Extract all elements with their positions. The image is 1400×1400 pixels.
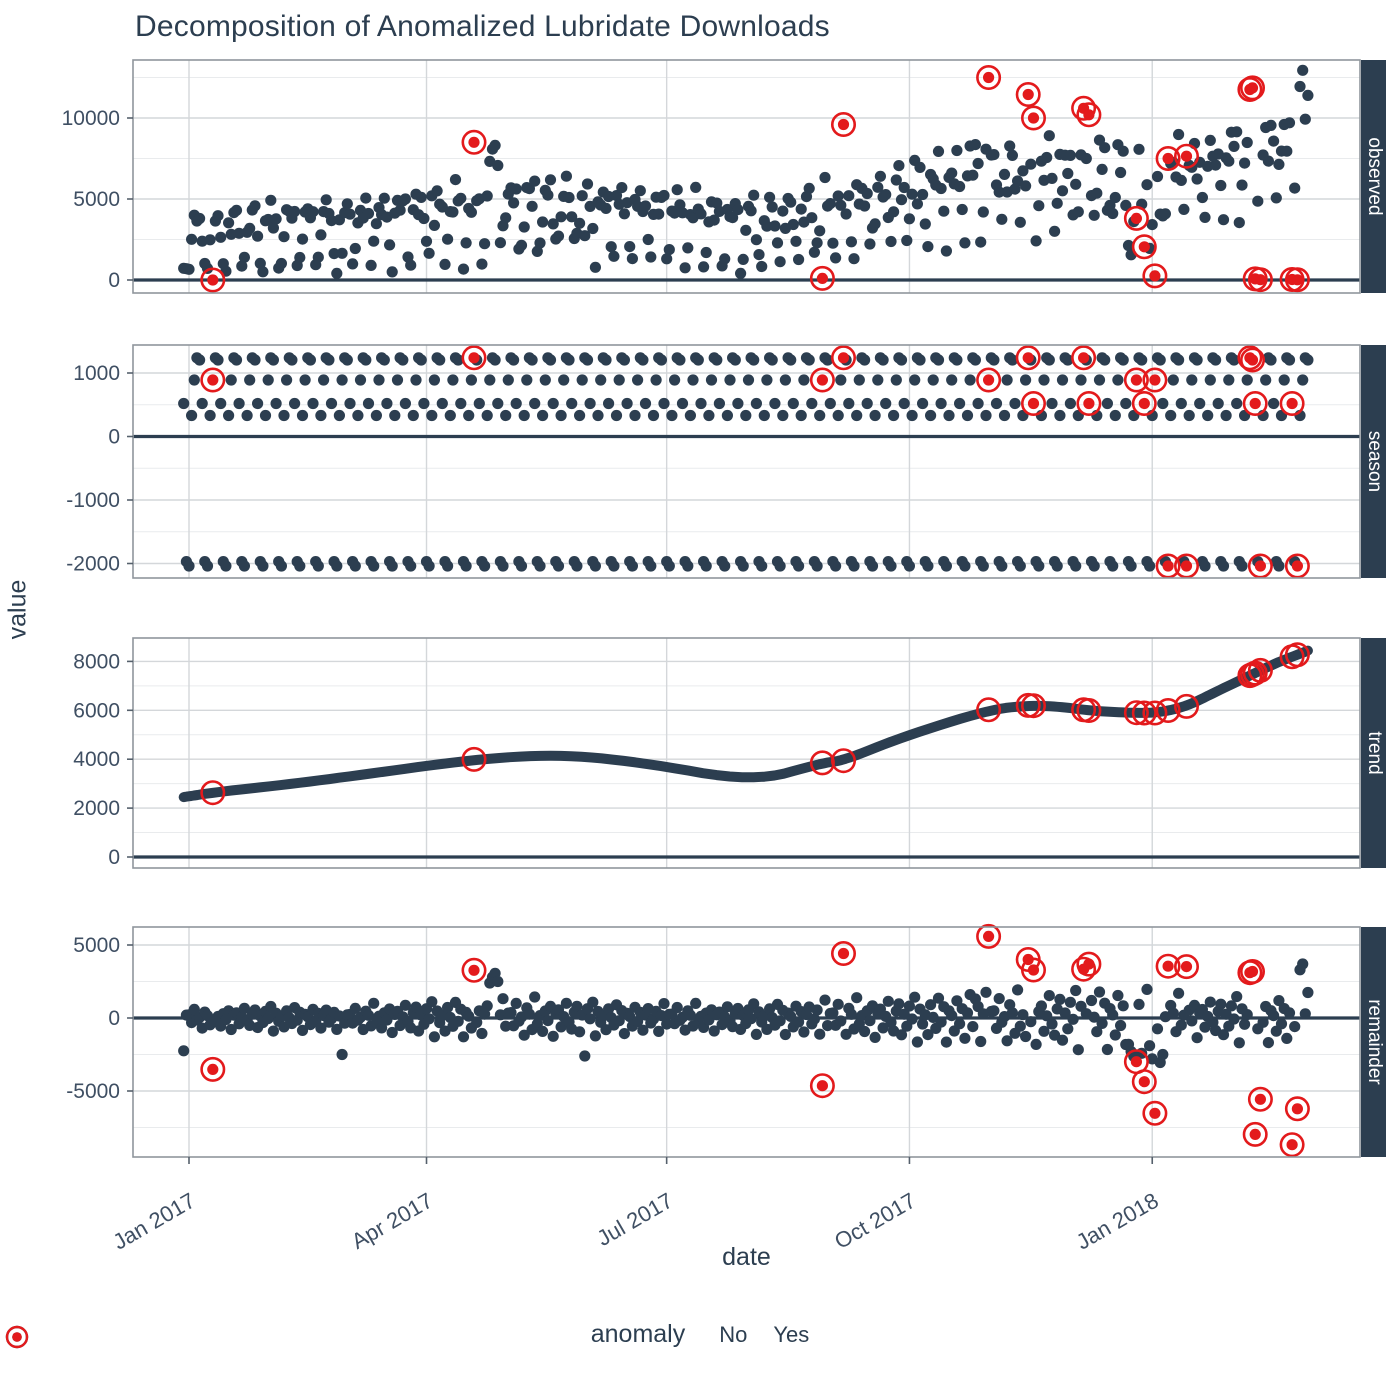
facet-strip-label-trend: trend xyxy=(1363,731,1385,775)
y-tick-label: 0 xyxy=(108,846,120,869)
y-tick-label: -5000 xyxy=(66,1080,120,1103)
panel-season xyxy=(66,345,1386,578)
x-tick-label: Jul 2017 xyxy=(592,1187,678,1251)
y-tick-label: 5000 xyxy=(73,188,120,211)
y-tick-label: 2000 xyxy=(73,797,120,821)
y-tick-label: 1000 xyxy=(73,362,120,385)
y-tick-label: -1000 xyxy=(66,489,120,512)
y-tick-label: 0 xyxy=(108,425,120,449)
panel-observed xyxy=(62,60,1386,293)
y-tick-label: -2000 xyxy=(66,552,120,576)
anomaly-yes-icon xyxy=(0,1320,34,1354)
legend-item-no xyxy=(719,1322,747,1348)
y-axis-title: value xyxy=(3,579,32,640)
panel-remainder xyxy=(66,925,1386,1157)
x-axis-labels xyxy=(109,1157,1163,1255)
facet-strip-label-season: season xyxy=(1363,430,1385,493)
x-tick-label: Jan 2018 xyxy=(1071,1187,1163,1255)
y-tick-label: 10000 xyxy=(61,107,120,130)
legend-label-no: No xyxy=(719,1321,748,1347)
x-tick-label: Oct 2017 xyxy=(830,1187,920,1254)
legend xyxy=(0,1320,1400,1349)
panel-trend xyxy=(73,638,1386,869)
y-tick-label: 5000 xyxy=(73,934,120,957)
y-tick-label: 0 xyxy=(108,269,120,292)
y-tick-label: 6000 xyxy=(73,699,120,723)
x-tick-label: Apr 2017 xyxy=(347,1187,438,1254)
legend-item-yes xyxy=(773,1322,809,1348)
facet-strip-label-observed: observed xyxy=(1363,137,1385,216)
facet-strip-label-remainder: remainder xyxy=(1363,999,1385,1085)
legend-title: anomaly xyxy=(590,1320,686,1348)
y-tick-label: 8000 xyxy=(73,650,120,674)
chart-title: Decomposition of Anomalized Lubridate Downloads xyxy=(135,10,830,43)
x-tick-label: Jan 2017 xyxy=(108,1187,200,1255)
x-axis-title: date xyxy=(722,1243,771,1271)
y-tick-label: 4000 xyxy=(73,748,120,772)
y-tick-label: 0 xyxy=(108,1007,120,1030)
legend-label-yes: Yes xyxy=(773,1321,810,1347)
